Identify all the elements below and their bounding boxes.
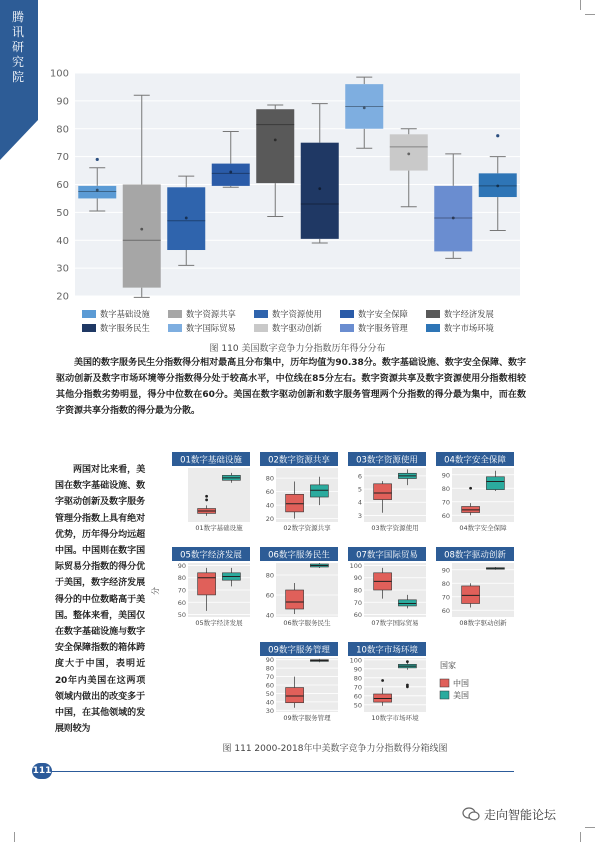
y-tick-label: 40: [265, 611, 274, 620]
panel-title: 09数字服务管理: [268, 645, 330, 656]
box-body: [398, 600, 416, 606]
y-tick-label: 70: [441, 593, 450, 602]
legend-swatch: [340, 324, 354, 332]
legend-item: [426, 322, 494, 334]
panel-06数字服务民生: [260, 547, 338, 627]
y-tick-label: 80: [441, 579, 450, 588]
y-axis-label: 分: [151, 587, 160, 595]
legend-label: 数字基础设施: [100, 309, 150, 319]
y-tick-label: 60: [265, 488, 274, 497]
y-tick-label: 80: [177, 574, 186, 583]
y-tick-label: 60: [441, 606, 450, 615]
box-body: [198, 573, 216, 595]
panel-04数字安全保障: [436, 452, 514, 532]
legend-label: 中国: [453, 679, 469, 688]
mean-marker: [274, 139, 277, 142]
y-tick-label: 50: [177, 611, 186, 620]
box-body: [286, 688, 304, 703]
legend-swatch: [426, 310, 440, 318]
panel-x-label: 03数字资源使用: [371, 524, 419, 532]
y-tick-label: 90: [265, 656, 274, 665]
panel-09数字服务管理: [260, 642, 338, 722]
legend-swatch: [82, 324, 96, 332]
legend-item: [168, 322, 236, 334]
legend-item: [82, 322, 150, 334]
panel-x-label: 01数字基础设施: [195, 524, 243, 532]
y-tick-label: 60: [56, 180, 69, 191]
y-tick-label: 90: [441, 471, 450, 480]
panel-07数字国际贸易: [348, 547, 426, 627]
legend-swatch: [340, 310, 354, 318]
panel-x-label: 10数字市场环境: [371, 714, 419, 722]
y-tick-label: 80: [353, 586, 362, 595]
outlier-point: [205, 499, 208, 502]
y-tick-label: 30: [265, 706, 274, 715]
y-tick-label: 70: [177, 586, 186, 595]
outlier-point: [406, 684, 409, 687]
crop-mark: [585, 827, 595, 828]
mean-marker: [452, 217, 455, 220]
panel-plot-bg: [276, 563, 338, 617]
legend-title: 国家: [440, 661, 456, 670]
legend-swatch: [168, 310, 182, 318]
box-body: [486, 477, 504, 490]
mean-marker: [140, 228, 143, 231]
panel-10数字市场环境: [348, 642, 426, 722]
body-paragraph-1: 美国的数字服务民生分指数得分相对最高且分布集中，历年均值为90.38分。数字基础设施、数字安全保障、数字驱动创新及数字市场环境等分指数得分处于较高水平，中位线在85分左右。数字资源共享及数字资源使用分指数相较其他分指数劣势明显，得分中位数在60分。美国在数字驱动创新和数字服务管理两个分指数的得分最为集中，而在数字资源共享分指数的得分最为分散。: [56, 358, 526, 416]
y-tick-label: 60: [441, 511, 450, 520]
y-tick-label: 4: [357, 498, 362, 507]
box-body: [123, 185, 161, 288]
legend-item: [254, 322, 322, 334]
page-number: 111: [32, 763, 52, 779]
legend-label: 数字安全保障: [358, 309, 408, 319]
box-body: [286, 590, 304, 609]
y-tick-label: 5: [357, 485, 362, 494]
box-body: [286, 494, 304, 512]
y-tick-label: 90: [441, 566, 450, 575]
y-tick-label: 90: [353, 574, 362, 583]
figure-111-boxplot-grid: [150, 446, 520, 736]
footer-rule: [44, 771, 514, 772]
y-tick-label: 50: [56, 207, 69, 219]
panel-title: 08数字驱动创新: [444, 550, 506, 561]
y-tick-label: 60: [177, 598, 186, 607]
box-body: [310, 485, 328, 497]
panel-title: 06数字服务民生: [268, 550, 330, 561]
mean-marker: [229, 171, 232, 174]
y-tick-label: 60: [265, 681, 274, 690]
panel-plot-bg: [364, 658, 426, 712]
panel-title: 04数字安全保障: [444, 455, 506, 466]
mean-marker: [185, 217, 188, 220]
outlier-point: [496, 134, 499, 137]
y-tick-label: 90: [56, 96, 69, 108]
panel-08数字驱动创新: [436, 547, 514, 627]
side-tab-label: 腾讯研究院: [11, 10, 24, 84]
legend-label: 数字经济发展: [444, 309, 494, 319]
crop-mark: [14, 832, 15, 842]
y-tick-label: 40: [265, 698, 274, 707]
panel-title: 07数字国际贸易: [356, 550, 418, 561]
body-paragraph-2: 两国对比来看，美国在数字基础设施、数字驱动创新及数字服务管理分指数上具有绝对优势，历年得分均远超中国。中国则在数字国际贸易分指数的得分优于美国，数字经济发展得分的中位数略高于美国。整体来看，美国仅在数字基础设施与数字安全保障指数的箱体跨度大于中国，表明近20年内美国在这两项领域内做出的改变多于中国，在其他领域的发展则较为: [55, 465, 145, 735]
y-tick-label: 90: [177, 561, 186, 570]
y-tick-label: 100: [49, 68, 69, 80]
panel-x-label: 07数字国际贸易: [371, 619, 419, 627]
panel-plot-bg: [452, 563, 514, 617]
watermark: [462, 806, 556, 823]
y-tick-label: 50: [353, 701, 362, 710]
y-tick-label: 100: [349, 561, 362, 570]
wechat-icon: [462, 807, 480, 821]
y-tick-label: 50: [265, 689, 274, 698]
box-body: [301, 143, 339, 239]
legend-swatch: [440, 679, 449, 687]
y-tick-label: 40: [56, 235, 69, 247]
legend-label: 数字服务管理: [358, 323, 408, 333]
y-tick-label: 80: [56, 124, 69, 136]
y-tick-label: 80: [265, 664, 274, 673]
legend-swatch: [82, 310, 96, 318]
legend-label: 数字市场环境: [444, 323, 494, 333]
panel-05数字经济发展: [172, 547, 250, 627]
panel-x-label: 04数字安全保障: [459, 524, 507, 532]
y-tick-label: 70: [265, 673, 274, 682]
panel-02数字资源共享: [260, 452, 338, 532]
legend-label: 数字服务民生: [100, 323, 150, 333]
y-tick-label: 60: [353, 611, 362, 620]
outlier-point: [381, 679, 384, 682]
panel-x-label: 02数字资源共享: [283, 524, 331, 532]
panel-03数字资源使用: [348, 452, 426, 532]
y-tick-label: 80: [265, 571, 274, 580]
y-tick-label: 70: [353, 683, 362, 692]
panel-title: 05数字经济发展: [180, 550, 242, 561]
panel-x-label: 06数字服务民生: [283, 619, 331, 627]
panel-plot-bg: [452, 468, 514, 522]
legend-swatch: [440, 691, 449, 699]
panel-x-label: 05数字经济发展: [195, 619, 243, 627]
watermark-text: 走向智能论坛: [484, 808, 557, 822]
y-tick-label: 60: [265, 591, 274, 600]
legend-item: [82, 308, 150, 320]
legend-swatch: [254, 310, 268, 318]
outlier-point: [406, 660, 409, 663]
panel-plot-bg: [276, 468, 338, 522]
y-tick-label: 70: [441, 498, 450, 507]
figure-111-caption: 图 111 2000-2018年中美数字竞争力分指数得分箱线图: [222, 744, 448, 754]
legend-label: 数字驱动创新: [272, 323, 322, 333]
figure-110-boxplot: [0, 0, 595, 300]
y-tick-label: 80: [265, 474, 274, 483]
y-tick-label: 100: [349, 656, 362, 665]
y-tick-label: 70: [56, 152, 69, 164]
panel-01数字基础设施: [172, 452, 250, 532]
legend-label: 数字资源使用: [272, 309, 322, 319]
y-tick-label: 80: [441, 484, 450, 493]
legend-swatch: [254, 324, 268, 332]
legend-item: [168, 308, 236, 320]
y-tick-label: 30: [56, 263, 69, 275]
y-tick-label: 70: [353, 598, 362, 607]
legend-label: 美国: [453, 691, 469, 700]
crop-mark: [580, 832, 581, 842]
mean-marker: [96, 189, 99, 192]
legend-item: [426, 308, 494, 320]
legend-label: 数字资源共享: [186, 309, 236, 319]
mean-marker: [363, 106, 366, 109]
y-tick-label: 20: [56, 291, 69, 300]
panel-title: 03数字资源使用: [356, 455, 418, 466]
legend-label: 数字国际贸易: [186, 323, 236, 333]
legend-swatch: [426, 324, 440, 332]
outlier-point: [96, 158, 99, 161]
panel-x-label: 09数字服务管理: [283, 714, 331, 722]
figure-110-caption: 图 110 美国数字竞争力分指数历年得分分布: [209, 344, 386, 354]
box-body: [78, 186, 116, 199]
mean-marker: [496, 184, 499, 187]
mean-marker: [407, 152, 410, 155]
y-tick-label: 40: [265, 501, 274, 510]
panel-x-label: 08数字驱动创新: [459, 619, 507, 627]
panel-title: 10数字市场环境: [356, 645, 418, 656]
box-body: [374, 484, 392, 500]
legend-item: [340, 322, 408, 334]
legend-item: [254, 308, 322, 320]
outlier-point: [469, 487, 472, 490]
panel-title: 01数字基础设施: [180, 455, 242, 466]
outlier-point: [205, 495, 208, 498]
y-tick-label: 6: [357, 472, 362, 481]
y-tick-label: 20: [265, 515, 274, 524]
mean-marker: [318, 187, 321, 190]
panel-title: 02数字资源共享: [268, 455, 330, 466]
box-body: [256, 109, 294, 183]
box-body: [212, 164, 250, 186]
box-body: [462, 586, 480, 604]
y-tick-label: 60: [353, 692, 362, 701]
y-tick-label: 80: [353, 674, 362, 683]
y-tick-label: 90: [353, 665, 362, 674]
legend-swatch: [168, 324, 182, 332]
legend-item: [340, 308, 408, 320]
y-tick-label: 3: [357, 511, 362, 520]
